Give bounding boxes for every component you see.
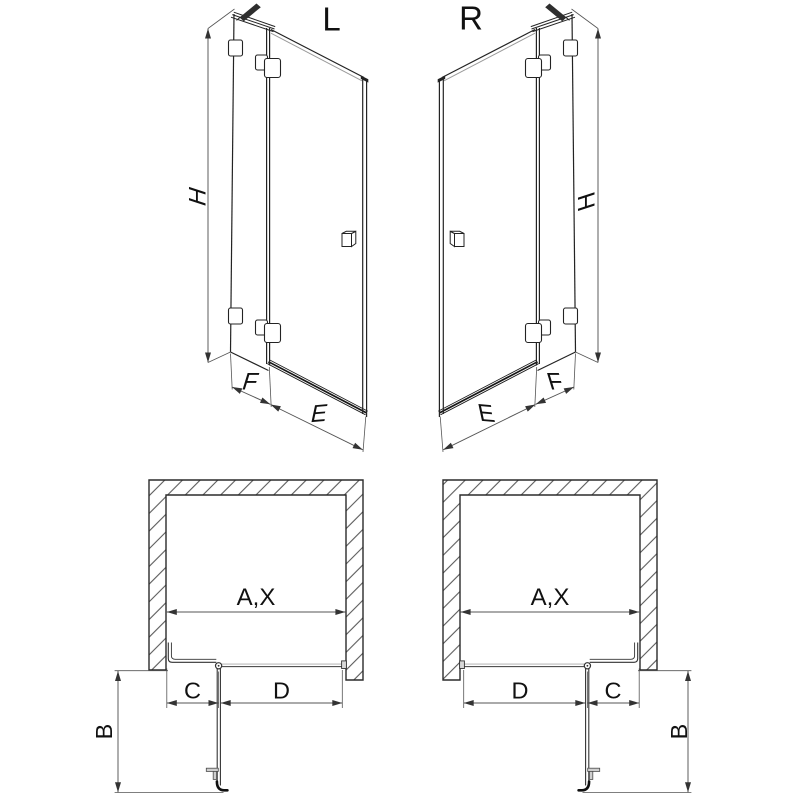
dim-label-d-left: D bbox=[273, 677, 290, 704]
dim-label-f-right: F bbox=[543, 368, 567, 396]
plan-view-left bbox=[91, 480, 363, 793]
dim-label-c-right: C bbox=[604, 677, 622, 704]
walls-right-plan bbox=[443, 480, 657, 680]
dim-label-b-left: B bbox=[91, 723, 117, 740]
dim-label-h-left: H bbox=[185, 183, 212, 210]
front-view-right bbox=[438, 0, 601, 452]
variant-label-right: R bbox=[459, 0, 483, 37]
dim-label-ax-right: A,X bbox=[530, 584, 570, 611]
front-view-left bbox=[185, 1, 368, 453]
walls-left-plan bbox=[149, 480, 363, 680]
dim-label-ax-left: A,X bbox=[236, 584, 276, 611]
dim-label-d-right: D bbox=[511, 677, 529, 704]
dim-label-e-right: E bbox=[475, 399, 498, 429]
dim-label-h-right: H bbox=[574, 188, 601, 215]
dim-label-b-right: B bbox=[666, 723, 692, 740]
plan-view-right bbox=[443, 480, 692, 793]
variant-label-left: L bbox=[322, 0, 341, 38]
dim-label-e-left: E bbox=[308, 399, 330, 429]
dim-label-f-left: F bbox=[238, 368, 262, 396]
dim-label-c-left: C bbox=[184, 677, 201, 704]
